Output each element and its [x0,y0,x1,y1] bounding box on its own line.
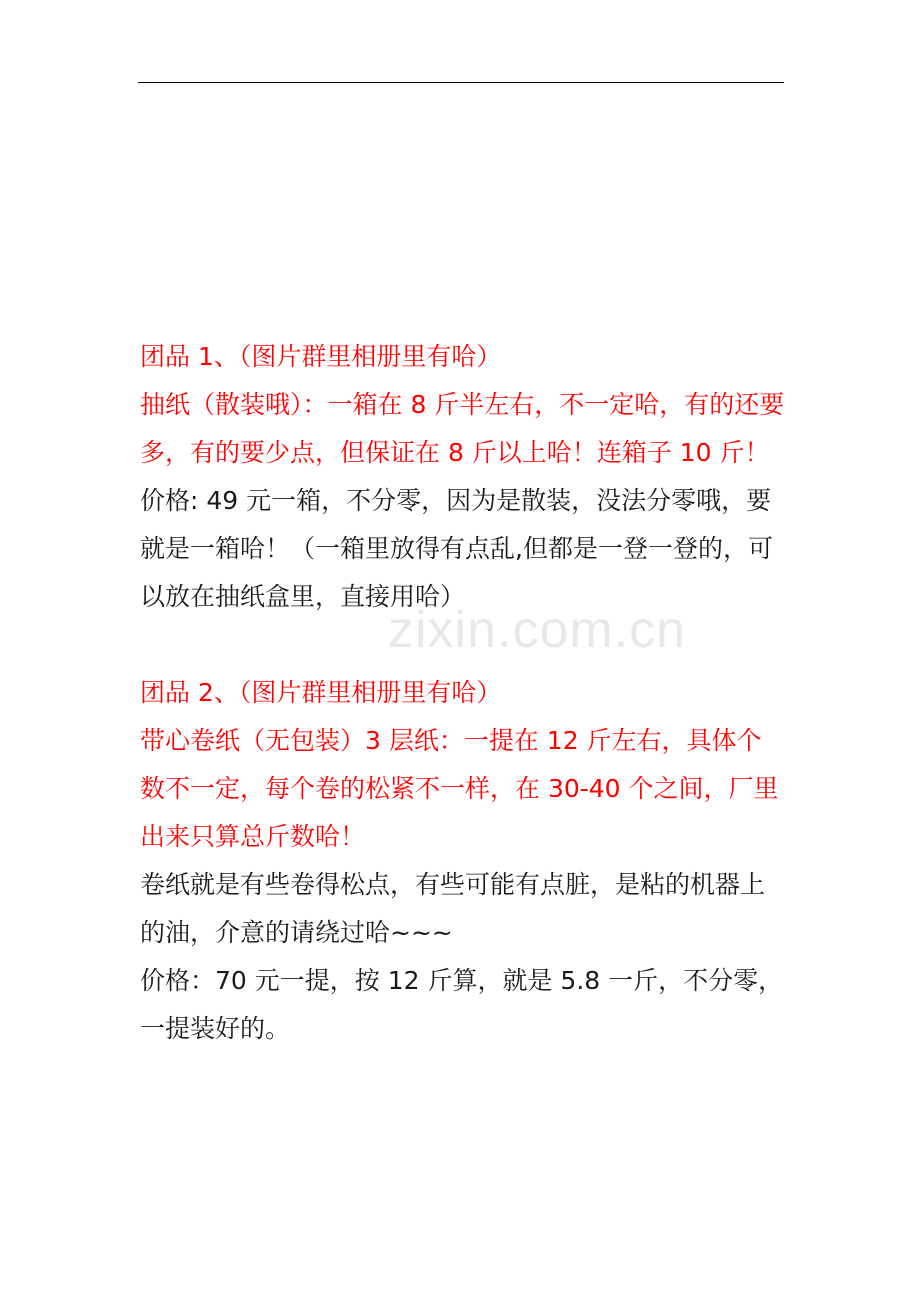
item1-description: 抽纸（散装哦）：一箱在 8 斤半左右，不一定哈，有的还要多，有的要少点，但保证在 8 斤以上哈！连箱子 10 斤！ [140,390,785,467]
header-rule [138,82,784,83]
item2-price: 价格：70 元一提，按 12 斤算，就是 5.8 一斤，不分零，一提装好的。 [140,966,784,1043]
item2-description: 带心卷纸（无包装）3 层纸：一提在 12 斤左右，具体个数不一定，每个卷的松紧不一样，在 30-40 个之间，厂里出来只算总斤数哈！ [140,726,779,851]
item2-note: 卷纸就是有些卷得松点，有些可能有点脏，是粘的机器上的油，介意的请绕过哈~~~ [140,870,766,947]
item1-price: 价格: 49 元一箱，不分零，因为是散装，没法分零哦，要就是一箱哈！（一箱里放得有点乱,但都是一登一登的，可以放在抽纸盒里，直接用哈） [140,486,773,611]
watermark: zixin.com.cn [388,601,687,659]
item1-title: 团品 1、（图片群里相册里有哈） [140,342,502,371]
paragraph-gap [140,621,786,669]
document-body [140,333,786,1053]
item2-title: 团品 2、（图片群里相册里有哈） [140,678,502,707]
